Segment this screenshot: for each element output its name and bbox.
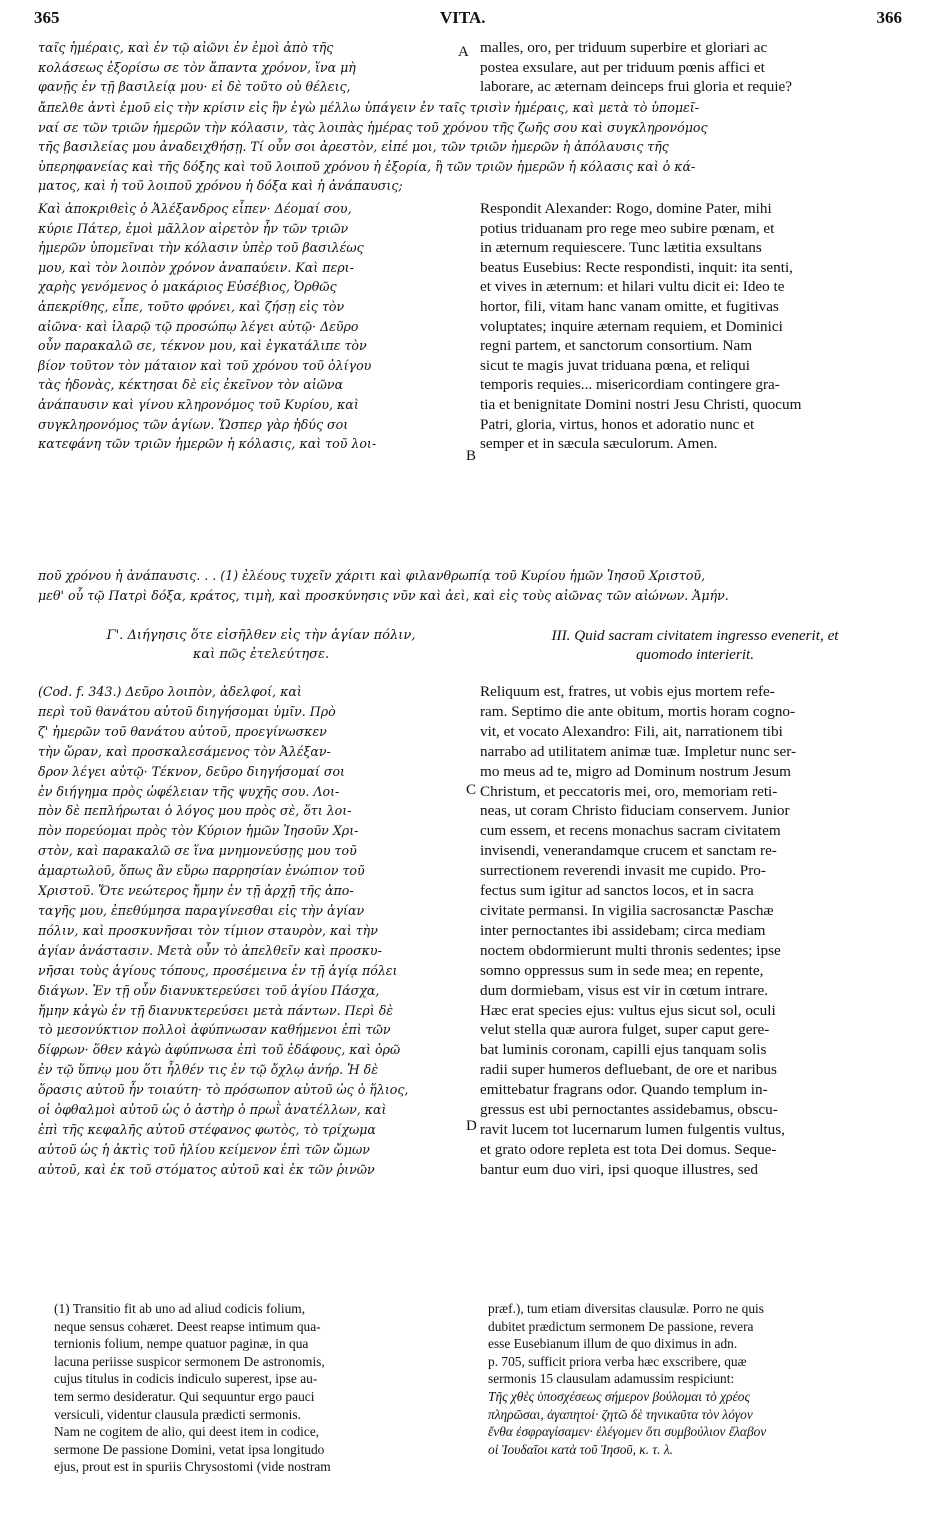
text-line: ἀπεκρίθης, εἶπε, τοῦτο φρόνει, καὶ ζήσῃ εἰς τὸν — [38, 298, 345, 314]
margin-marker-a: A — [458, 44, 469, 60]
text-line: πληρῶσαι, ἀγαπητοί· ζητῶ δὲ τηνικαῦτα τὸν λόγον — [488, 1406, 753, 1422]
text-line: ram. Septimo die ante obitum, mortis horam cogno- — [480, 702, 796, 720]
text-line: διάγων. Ἐν τῇ οὖν διανυκτερεύσει τοῦ ἁγίου Πάσχα, — [38, 982, 380, 998]
text-line: tia et benignitate Domini nostri Jesu Christi, quocum — [480, 395, 802, 413]
text-line: lacuna periisse suspicor sermonem De astronomis, — [54, 1353, 325, 1369]
text-line: ναί σε τῶν τριῶν ἡμερῶν τὴν κόλασιν, τὰς λοιπὰς ἡμέρας τοῦ χρόνου τῆς ζωῆς σου καὶ συγκληρονόμος — [38, 119, 708, 135]
text-line: (1) Transitio fit ab uno ad aliud codicis folium, — [54, 1301, 306, 1316]
text-line: invisendi, venerandamque crucem et sanctam re- — [480, 842, 777, 860]
text-line: Hæc erat species ejus: vultus ejus sicut sol, oculi — [480, 1001, 776, 1019]
text-line: Reliquum est, fratres, ut vobis ejus mortem refe- — [480, 683, 775, 700]
text-line: φανῇς ἐν τῇ βασιλείᾳ μου· εἰ δὲ τοῦτο οὐ θέλεις, — [38, 79, 351, 95]
text-line: tem sermo desideratur. Qui sequuntur ergo pauci — [54, 1388, 315, 1404]
text-line: Nam ne cogitem de alio, qui deest item in codice, — [54, 1424, 320, 1440]
text-line: temporis requies... misericordiam contingere gra- — [480, 376, 780, 394]
text-line: ἐπὶ τῆς κεφαλῆς αὐτοῦ στέφανος φωτὸς, τὸ τρίχωμα — [38, 1121, 376, 1137]
text-line: νῆσαι τοὺς ἁγίους τόπους, προσέμεινα ἐν τῇ ἁγίᾳ πόλει — [38, 962, 398, 978]
text-line: Χριστοῦ. Ὅτε νεώτερος ἤμην ἐν τῇ ἀρχῇ τῆς ἀπο- — [38, 883, 354, 899]
text-line: sermonis 15 clausulam adamussim respiciunt: — [488, 1371, 735, 1387]
latin-column-top — [480, 38, 910, 97]
text-line: ternionis folium, nempe quatuor paginæ, in qua — [54, 1336, 309, 1352]
text-line: Patri, gloria, virtus, honos et adoratio nunc et — [480, 415, 755, 433]
text-line: (Cod. f. 343.) Δεῦρο λοιπὸν, ἀδελφοί, καὶ — [38, 684, 302, 699]
text-line: laborare, ac æternam deinceps frui gloria et requie? — [480, 78, 793, 96]
left-page-number: 365 — [34, 8, 60, 27]
text-line: gressus est ubi pernoctantes assidebamus, obscu- — [480, 1101, 778, 1119]
text-line: μου, καὶ τὸν λοιπὸν χρόνον ἀναπαύειν. Καὶ περι- — [38, 259, 354, 275]
text-line: πὸν πορεύομαι πρὸς τὸν Κύριον ἡμῶν Ἰησοῦν Χρι- — [38, 823, 359, 839]
text-line: hortor, fili, vitam hanc vanam omitte, et fugitivas — [480, 297, 779, 315]
text-line: ὅρασις αὐτοῦ ἦν τοιαύτη· τὸ πρόσωπον αὐτοῦ ὡς ὁ ἥλιος, — [38, 1082, 409, 1098]
text-line: III. Quid sacram civitatem ingresso evenerit, et — [551, 627, 839, 644]
greek-section-heading — [38, 626, 484, 664]
text-line: βίον τοῦτον τὸν μάταιον καὶ τοῦ χρόνου τοῦ ὀλίγου — [38, 357, 372, 373]
text-line: ἡμερῶν ὑπομεῖναι τὴν κόλασιν ὑπὲρ τοῦ βασιλέως — [38, 240, 364, 256]
text-line: et vives in æternum: et hilari vultu dicit ei: Ideo te — [480, 278, 785, 296]
margin-marker-c: C — [466, 782, 477, 798]
text-line: præf.), tum etiam diversitas clausulæ. Porro ne quis — [488, 1301, 764, 1316]
text-line: somno oppressus sum in sede mea; en repente, — [480, 961, 764, 979]
text-line: postea exsulare, aut per triduum pœnis affici et — [480, 58, 765, 76]
text-line: bantur eum duo viri, ipsi quoque illustres, sed — [480, 1160, 758, 1178]
text-line: ταῖς ἡμέραις, καὶ ἐν τῷ αἰῶνι ἐν ἐμοὶ ἀπὸ τῆς — [38, 40, 334, 55]
text-line: Καὶ ἀποκριθεὶς ὁ Ἀλέξανδρος εἶπεν· Δέομαί σου, — [38, 201, 352, 216]
text-line: συγκληρονόμος τῶν ἁγίων. Ὥσπερ γὰρ ἡδύς σοι — [38, 416, 349, 432]
text-line: ζ' ἡμερῶν τοῦ θανάτου αὐτοῦ, προεγίνωσκεν — [38, 723, 327, 739]
text-line: τὴν ὥραν, καὶ προσκαλεσάμενος τὸν Ἀλέξαν- — [38, 743, 331, 759]
text-line: οἱ Ἰουδαῖοι κατὰ τοῦ Ἰησοῦ, κ. τ. λ. — [488, 1441, 674, 1457]
footnote-right — [488, 1300, 908, 1388]
text-line: κατεφάνη τῶν τριῶν ἡμερῶν ἡ κόλασις, καὶ τοῦ λοι- — [38, 436, 377, 452]
text-line: αὐτοῦ, καὶ ἐκ τοῦ στόματος αὐτοῦ καὶ ἐκ τῶν ῥινῶν — [38, 1161, 375, 1177]
text-line: p. 705, sufficit priora verba hæc exscribere, quæ — [488, 1353, 747, 1369]
text-line: Christum, et peccatoris mei, oro, memoriam reti- — [480, 782, 778, 800]
latin-column-lower — [480, 682, 910, 1180]
text-line: ἤμην κἀγὼ ἐν τῇ διανυκτερεύσει μετὰ πάντων. Περὶ δὲ — [38, 1002, 394, 1018]
text-line: περὶ τοῦ θανάτου αὐτοῦ διηγήσομαι ὑμῖν. Πρὸ — [38, 703, 336, 719]
text-line: στὸν, καὶ παρακαλῶ σε ἵνα μνημονεύσῃς μου τοῦ — [38, 843, 357, 859]
text-line: ταγῆς μου, ἐπεθύμησα παραγίνεσθαι εἰς τὴν ἁγίαν — [38, 902, 365, 918]
running-header — [0, 8, 936, 34]
text-line: ἐν διήγημα πρὸς ὠφέλειαν τῆς ψυχῆς σου. Λοι- — [38, 783, 340, 799]
footnote-left — [54, 1300, 474, 1476]
text-line: esse Eusebianum illum de quo diximus in adn. — [488, 1336, 738, 1352]
latin-column-middle — [480, 199, 910, 454]
text-line: τὸ μεσονύκτιον πολλοὶ ἀφύπνωσαν καθήμενοι ἐπὶ τῶν — [38, 1022, 391, 1038]
text-line: ravit lucem tot lucernarum lumen fulgentis vultus, — [480, 1120, 785, 1138]
text-line: regni partem, et sanctorum consortium. Nam — [480, 337, 753, 355]
text-line: μεθ' οὗ τῷ Πατρὶ δόξα, κράτος, τιμὴ, καὶ προσκύνησις νῦν καὶ ἀεὶ, καὶ εἰς τοὺς αἰῶνας τῶν αἰώνων. Ἀμήν. — [38, 587, 729, 603]
text-line: κολάσεως ἐξορίσω σε τὸν ἅπαντα χρόνον, ἵνα μὴ — [38, 59, 356, 75]
text-line: cum essem, et recens monachus sacram civitatem — [480, 822, 781, 840]
text-line: ματος, καὶ ἡ τοῦ λοιποῦ χρόνου ἡ δόξα καὶ ἡ ἀνάπαυσις; — [38, 178, 403, 194]
text-line: Γ'. Διήγησις ὅτε εἰσῆλθεν εἰς τὴν ἁγίαν πόλιν, — [106, 628, 416, 643]
text-line: ποῦ χρόνου ἡ ἀνάπαυσις. . . (1) ἐλέους τυχεῖν χάριτι καὶ φιλανθρωπίᾳ τοῦ Κυρίου ἡμῶν Ἰησοῦ Χριστοῦ, — [38, 568, 706, 583]
text-line: surrectionem reverendi invasit me cupido. Pro- — [480, 862, 766, 880]
text-line: dum dormiebam, visus est vir in cœtum intrare. — [480, 981, 769, 999]
text-line: radii super humeros defluebant, de ore et naribus — [480, 1061, 777, 1079]
greek-column-middle — [38, 199, 484, 454]
text-line: αἰῶνα· καὶ ἱλαρῷ τῷ προσώπῳ λέγει αὐτῷ· Δεῦρο — [38, 318, 359, 334]
text-line: malles, oro, per triduum superbire et gloriari ac — [480, 39, 768, 56]
text-line: quomodo interierit. — [635, 646, 755, 663]
text-line: ἁμαρτωλοῦ, ὅπως ἂν εὕρω παρρησίαν ἐνώπιον τοῦ — [38, 863, 365, 879]
text-line: Respondit Alexander: Rogo, domine Pater, mihi — [480, 200, 772, 217]
text-line: semper et in sæcula sæculorum. Amen. — [480, 435, 718, 453]
text-line: Τῆς χθὲς ὑποσχέσεως σήμερον βούλομαι τὸ χρέος — [488, 1389, 750, 1404]
text-line: τὰς ἡδονὰς, κέκτησαι δὲ εἰς ἐκεῖνον τὸν αἰῶνα — [38, 377, 344, 393]
greek-full-width-passage — [38, 98, 904, 196]
text-line: mo meus ad te, migro ad Dominum nostrum Jesum — [480, 762, 791, 780]
text-line: civitate permansi. In vigilia sacrosanctæ Paschæ — [480, 901, 774, 919]
text-line: ὑπερηφανείας καὶ τῆς δόξης καὶ τοῦ λοιποῦ χρόνου ἡ ἐξορία, ἢ τῶν τριῶν ἡμερῶν ἡ κόλασις καὶ ὁ κά- — [38, 158, 696, 174]
text-line: bat luminis coronam, capilli ejus tanquam solis — [480, 1041, 767, 1059]
text-line: neas, ut coram Christo fiduciam conservem. Junior — [480, 802, 790, 820]
text-line: voluptates; inquire æternam requiem, et Dominici — [480, 317, 783, 335]
text-line: beatus Eusebius: Recte respondisti, inquit: ita senti, — [480, 258, 793, 276]
text-line: vit, et vocato Alexandro: Fili, ait, narrationem tibi — [480, 722, 783, 740]
text-line: ἄπελθε ἀντὶ ἐμοῦ εἰς τὴν κρίσιν εἰς ἣν ἐγὼ μέλλω ὑπάγειν ἐν ταῖς τρισὶν ἡμέραις, καὶ μετὰ τὸ ὑπομεῖ- — [38, 100, 699, 115]
text-line: in æternum requiescere. Tunc lætitia exsultans — [480, 239, 762, 257]
text-line: δρον λέγει αὐτῷ· Τέκνον, δεῦρο διηγήσομαί σοι — [38, 763, 345, 779]
greek-full-width-ending — [38, 566, 904, 605]
text-line: emittebatur fragrans odor. Quando templum in- — [480, 1081, 768, 1099]
text-line: neque sensus cohæret. Deest reapse intimum qua- — [54, 1318, 321, 1334]
text-line: versiculi, videntur clausula prædicti sermonis. — [54, 1406, 301, 1422]
text-line: fectus sum igitur ad sanctos locos, et in sacra — [480, 882, 754, 900]
text-line: πόλιν, καὶ προσκυνῆσαι τὸν τίμιον σταυρὸν, καὶ τὴν — [38, 922, 378, 938]
text-line: ἀνάπαυσιν καὶ γίνου κληρονόμος τοῦ Κυρίου, καὶ — [38, 396, 359, 412]
footnote-greek-quote — [488, 1388, 908, 1458]
text-line: καὶ πῶς ἐτελεύτησε. — [192, 647, 330, 662]
text-line: potius triduanam pro rege meo subire pœnam, et — [480, 219, 775, 237]
margin-marker-d: D — [466, 1118, 477, 1134]
text-line: ἔνθα ἐσφραγίσαμεν· ἐλέγομεν ὅτι συμβούλιον ἔλαβον — [488, 1424, 767, 1440]
text-line: τῆς βασιλείας μου ἀναδειχθήσῃ. Τί οὖν σοι ἀρεστὸν, εἰπέ μοι, τῶν τριῶν ἡμερῶν ἡ ἀπόλαυσις τῆς — [38, 139, 669, 155]
text-line: cujus titulus in codicis indiculo superest, ipse au- — [54, 1371, 318, 1387]
text-line: κύριε Πάτερ, ἐμοὶ μᾶλλον αἱρετὸν ἦν τῶν τριῶν — [38, 220, 349, 236]
text-line: noctem obdormierunt multi thronis sedentes; ipse — [480, 941, 781, 959]
text-line: ejus, prout est in spuriis Chrysostomi (vide nostram — [54, 1459, 331, 1475]
text-line: sicut te magis juvat triduana pœna, et reliqui — [480, 356, 750, 374]
text-line: narrabo ad utilitatem animæ tuæ. Impletur nunc ser- — [480, 742, 797, 760]
text-line: πὸν δὲ πεπλήρωται ὁ λόγος μου πρὸς σὲ, ὅτι λοι- — [38, 803, 352, 819]
text-line: et grato odore repleta est tota Dei domus. Seque- — [480, 1140, 777, 1158]
text-line: χαρὴς γενόμενος ὁ μακάριος Εὐσέβιος, Ὀρθῶς — [38, 279, 337, 295]
text-line: ἁγίαν ἀνάστασιν. Μετὰ οὖν τὸ ἀπελθεῖν καὶ προσκυ- — [38, 942, 382, 958]
text-line: ἐν τῷ ὕπνῳ μου ὅτι ἦλθέν τις ἐν τῷ ὄχλῳ ἀνήρ. Ἡ δὲ — [38, 1062, 379, 1078]
text-line: αὐτοῦ ὡς ἡ ἀκτὶς τοῦ ἡλίου κείμενον ἐπὶ τῶν ὤμων — [38, 1141, 370, 1157]
greek-column-lower — [38, 682, 484, 1180]
text-line: οὖν παρακαλῶ σε, τέκνον μου, καὶ ἐγκατάλιπε τὸν — [38, 338, 367, 354]
text-line: inter pernoctantes ibi assidebam; circa mediam — [480, 921, 766, 939]
margin-marker-b: B — [466, 448, 477, 464]
running-title: VITA. — [440, 8, 486, 27]
text-line: sermone De passione Domini, vetat ipsa longitudo — [54, 1441, 325, 1457]
text-line: δίφρων· ὅθεν κἀγὼ ἀφύπνωσα ἐπὶ τοῦ ἐδάφους, καὶ ὁρῶ — [38, 1042, 401, 1058]
text-line: velut stella quæ aurora fulget, super caput gere- — [480, 1021, 770, 1039]
right-page-number: 366 — [876, 8, 902, 27]
latin-section-heading — [480, 626, 910, 664]
text-line: οἱ ὀφθαλμοὶ αὐτοῦ ὡς ὁ ἀστὴρ ὁ πρωῒ ἀνατέλλων, καὶ — [38, 1102, 387, 1118]
text-line: dubitet prædictum sermonem De passione, revera — [488, 1318, 754, 1334]
greek-column-top — [38, 38, 484, 97]
